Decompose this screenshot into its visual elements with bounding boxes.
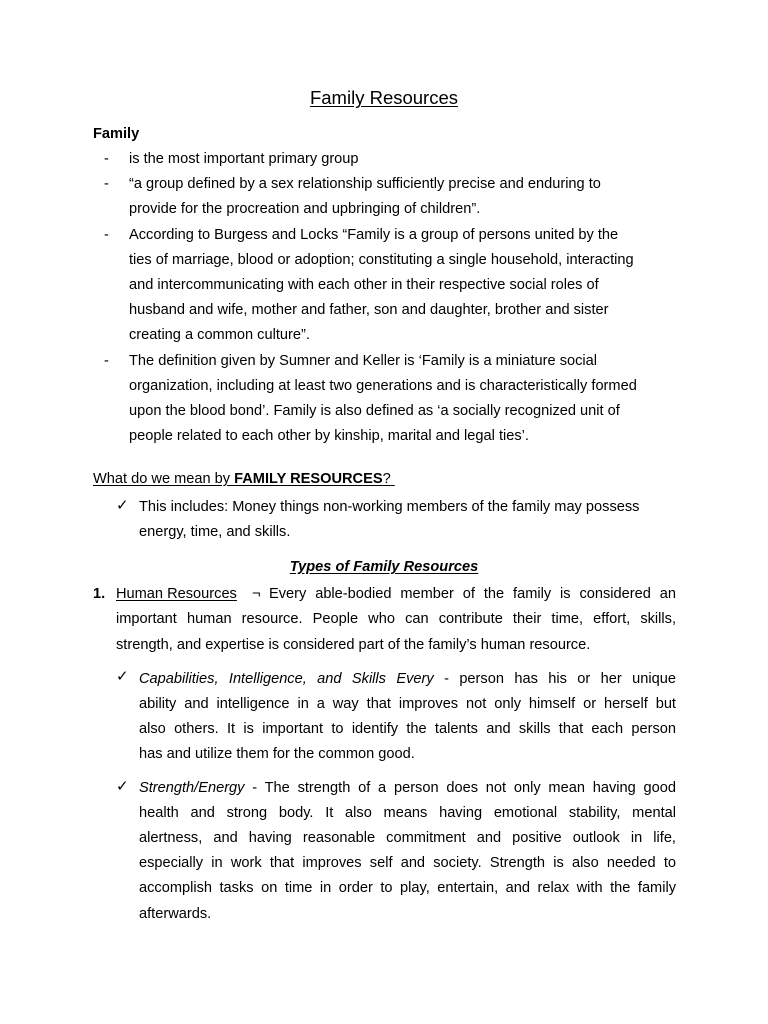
- bullet-line: upon the blood bond’. Family is also defined as ‘a socially recognized unit of: [129, 403, 620, 419]
- question-suffix: ?: [382, 471, 391, 487]
- list-number: 1.: [93, 586, 106, 602]
- human-resources-label: Human Resources: [116, 586, 237, 602]
- check-icon: ✓: [116, 668, 129, 685]
- item-line: ability and intelligence in a way that improves not only himself or herself but: [139, 696, 676, 712]
- paragraph-line: important human resource. People who can contribute their time, effort, skills,: [116, 611, 676, 627]
- question-term: FAMILY RESOURCES: [234, 471, 383, 487]
- bullet-line: ties of marriage, blood or adoption; constituting a single household, interacting: [129, 252, 634, 268]
- bullet-line: “a group defined by a sex relationship sufficiently precise and enduring to: [129, 176, 601, 192]
- item-line: health and strong body. It also means having emotional stability, mental: [139, 805, 676, 821]
- question-line: [93, 470, 395, 488]
- answer-line: This includes: Money things non-working members of the family may possess: [139, 499, 640, 515]
- page-title: Family Resources: [309, 87, 459, 108]
- item-line: also others. It is important to identify the talents and skills that each person: [139, 721, 676, 737]
- bullet-marker: -: [104, 151, 109, 167]
- family-heading: Family: [93, 126, 140, 142]
- item-line: afterwards.: [139, 906, 212, 922]
- bullet-line: The definition given by Sumner and Keller is ‘Family is a miniature social: [129, 353, 598, 369]
- arrow-symbol: ¬: [252, 586, 261, 602]
- bullet-marker: -: [104, 176, 109, 192]
- bullet-line: people related to each other by kinship, marital and legal ties’.: [129, 428, 529, 444]
- bullet-line: husband and wife, mother and father, son and daughter, brother and sister: [129, 302, 609, 318]
- answer-line: energy, time, and skills.: [139, 524, 291, 540]
- bullet-line: organization, including at least two generations and is characteristically formed: [129, 378, 637, 394]
- check-icon: ✓: [116, 778, 129, 795]
- question-prefix: What do we mean by: [93, 471, 235, 487]
- item-line: especially in work that improves self and society. Strength is also needed to: [139, 855, 676, 871]
- paragraph-line: strength, and expertise is considered part of the family’s human resource.: [116, 637, 591, 653]
- item-first-line: Strength/Energy - The strength of a person does not only mean having good: [139, 780, 676, 796]
- types-heading: Types of Family Resources: [289, 559, 479, 575]
- bullet-line: and intercommunicating with each other in their respective social roles of: [129, 277, 599, 293]
- item-line: has and utilize them for the common good.: [139, 746, 415, 762]
- bullet-line: creating a common culture”.: [129, 327, 310, 343]
- bullet-marker: -: [104, 227, 109, 243]
- item-line: accomplish tasks on time in order to play, entertain, and relax with the family: [139, 880, 676, 896]
- item-first-line: Capabilities, Intelligence, and Skills Every - person has his or her unique: [139, 671, 676, 687]
- paragraph-line: Every able-bodied member of the family is considered an: [269, 586, 676, 602]
- bullet-line: According to Burgess and Locks “Family is a group of persons united by the: [129, 227, 619, 243]
- bullet-line: is the most important primary group: [129, 151, 359, 167]
- bullet-line: provide for the procreation and upbringing of children”.: [129, 201, 481, 217]
- item-line: alertness, and having reasonable commitment and positive outlook in life,: [139, 830, 676, 846]
- check-icon: ✓: [116, 497, 129, 514]
- bullet-marker: -: [104, 353, 109, 369]
